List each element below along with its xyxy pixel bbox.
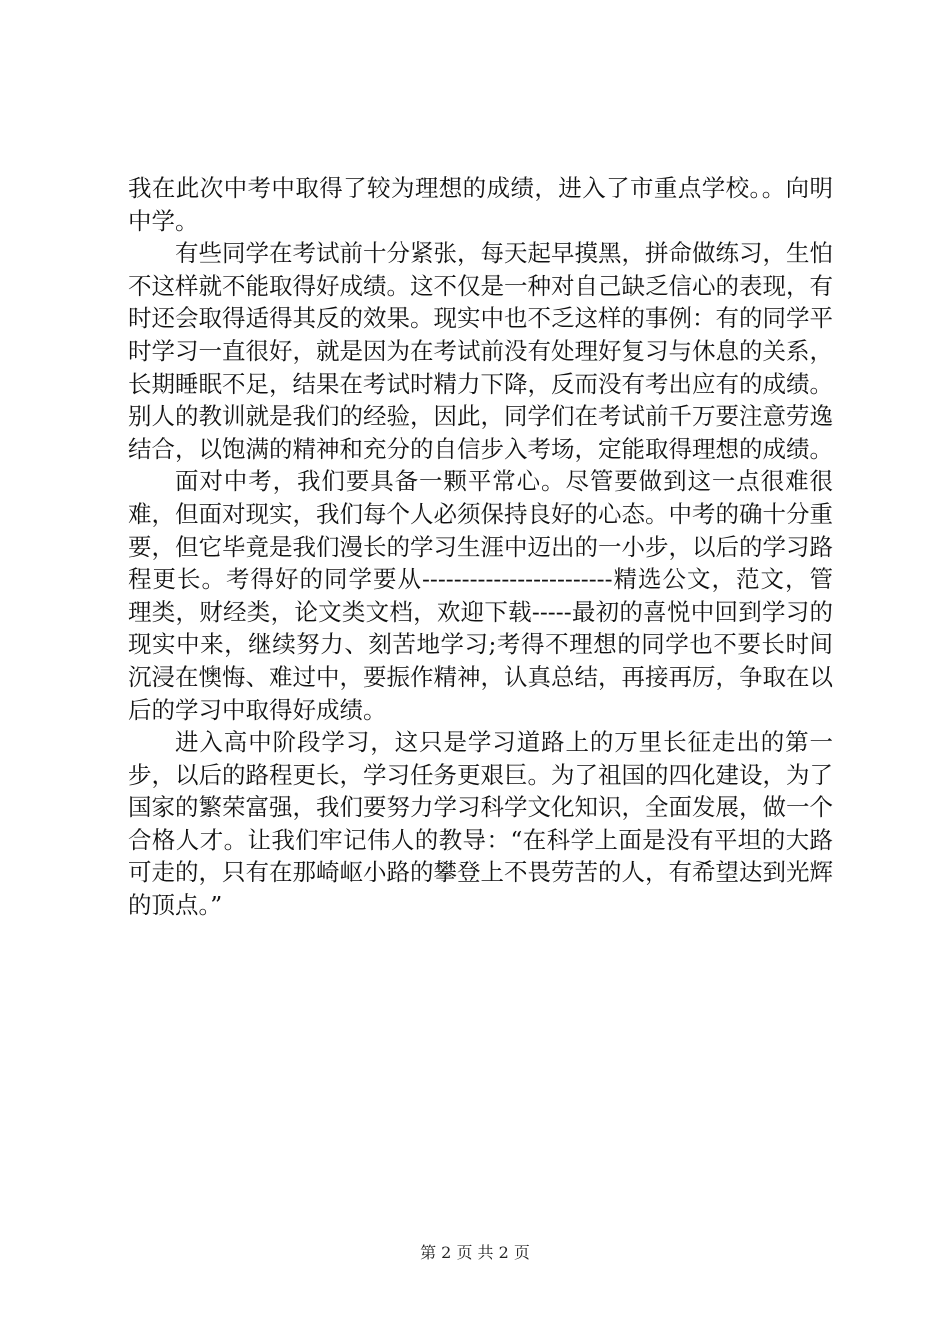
paragraph-1: 我在此次中考中取得了较为理想的成绩，进入了市重点学校。。向明中学。 bbox=[128, 174, 833, 235]
paragraph-3: 面对中考，我们要具备一颗平常心。尽管要做到这一点很难很难，但面对现实，我们每个人必须保持良好的心态。中考的确十分重要，但它毕竟是我们漫长的学习生涯中迈出的一小步，以后的学习路程更长。考得好的同学要从------------------------精选公文，范文，管理类，财经类，论文类文档，欢迎下载-----最初的喜悦中回到学习的现实中来，继续努力、刻苦地学习;考得不理想的同学也不要长时间沉浸在懊悔、难过中，要振作精神，认真总结，再接再厉，争取在以后的学习中取得好成绩。 bbox=[128, 467, 833, 724]
document-body bbox=[128, 172, 833, 922]
paragraph-4: 进入高中阶段学习，这只是学习道路上的万里长征走出的第一步，以后的路程更长，学习任务更艰巨。为了祖国的四化建设，为了国家的繁荣富强，我们要努力学习科学文化知识，全面发展，做一个合格人才。让我们牢记伟人的教导：“在科学上面是没有平坦的大路可走的，只有在那崎岖小路的攀登上不畏劳苦的人，有希望达到光辉的顶点。” bbox=[128, 728, 833, 920]
paragraph-2: 有些同学在考试前十分紧张，每天起早摸黑，拼命做练习，生怕不这样就不能取得好成绩。这不仅是一种对自己缺乏信心的表现，有时还会取得适得其反的效果。现实中也不乏这样的事例：有的同学平时学习一直很好，就是因为在考试前没有处理好复习与休息的关系，长期睡眠不足，结果在考试时精力下降，反而没有考出应有的成绩。别人的教训就是我们的经验，因此，同学们在考试前千万要注意劳逸结合，以饱满的精神和充分的自信步入考场，定能取得理想的成绩。 bbox=[128, 239, 833, 463]
page-number-footer: 第 2 页 共 2 页 bbox=[420, 1243, 530, 1262]
